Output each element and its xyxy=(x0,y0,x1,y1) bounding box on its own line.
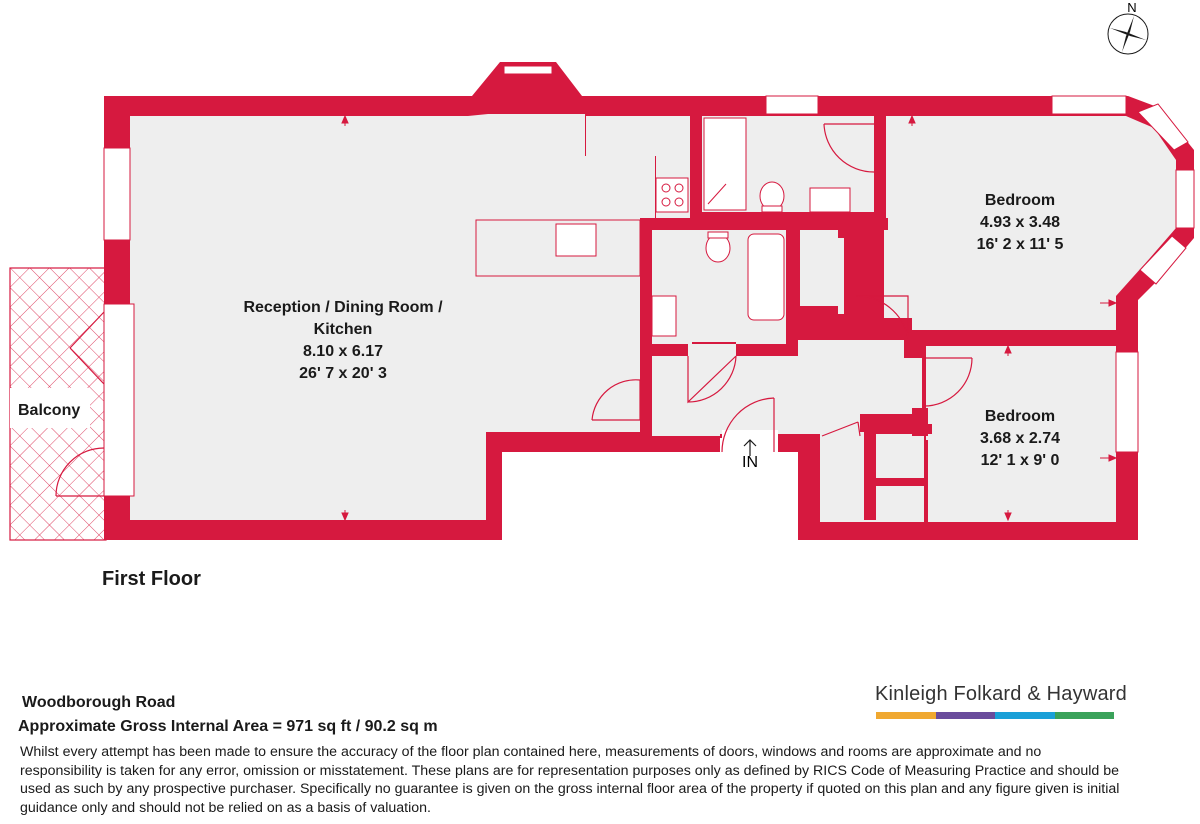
svg-text:Reception / Dining Room /: Reception / Dining Room / xyxy=(243,299,443,316)
basin-2 xyxy=(652,296,676,336)
balcony-label: Balcony xyxy=(18,402,81,419)
svg-text:Kitchen: Kitchen xyxy=(313,321,373,338)
shower-tray xyxy=(704,118,746,210)
svg-text:16' 2 x 11' 5: 16' 2 x 11' 5 xyxy=(976,236,1064,253)
svg-text:26' 7 x 20' 3: 26' 7 x 20' 3 xyxy=(299,365,387,382)
hob xyxy=(656,178,688,212)
bath xyxy=(748,234,784,320)
svg-text:Bedroom: Bedroom xyxy=(984,408,1056,425)
gross-internal-area: Approximate Gross Internal Area = 971 sq ft / 90.2 sq m xyxy=(18,718,438,735)
compass-label: N xyxy=(1127,0,1137,15)
entrance-label: IN xyxy=(742,454,758,471)
basin-1 xyxy=(810,188,850,212)
floor-label: First Floor xyxy=(102,568,201,590)
room-label-bedroom-1 xyxy=(977,192,1064,253)
svg-text:Bedroom: Bedroom xyxy=(984,192,1056,209)
compass-icon xyxy=(1108,14,1148,54)
svg-text:4.93 x 3.48: 4.93 x 3.48 xyxy=(979,214,1061,231)
room-label-bedroom-2 xyxy=(980,408,1060,469)
brand-bar-segment-4 xyxy=(1055,712,1115,719)
svg-text:8.10 x 6.17: 8.10 x 6.17 xyxy=(302,343,384,360)
property-address: Woodborough Road xyxy=(22,694,176,711)
svg-text:3.68 x 2.74: 3.68 x 2.74 xyxy=(979,430,1061,447)
brand-logo: Kinleigh Folkard & Hayward xyxy=(875,683,1127,705)
brand-bar-segment-1 xyxy=(876,712,936,719)
disclaimer-text: Whilst every attempt has been made to ensure the accuracy of the floor plan contained here, measurements of doors, windows and rooms are approximate and no responsibility is taken for any error, omission or misstatement. These plans are for representation purposes only as defined by RICS Code of Measuring Practice and should be used as such by any prospective purchaser. Specifically no guarantee is given on the gross internal floor area of the property if quoted on this plan and any figure given is initial guidance only and should not be relied on as a basis of valuation. xyxy=(20,744,1120,816)
brand-bar-segment-3 xyxy=(995,712,1055,719)
brand-color-bar xyxy=(876,712,1114,719)
brand-bar-segment-2 xyxy=(936,712,996,719)
svg-text:12' 1 x 9' 0: 12' 1 x 9' 0 xyxy=(980,452,1060,469)
kitchen-sink xyxy=(556,224,596,256)
